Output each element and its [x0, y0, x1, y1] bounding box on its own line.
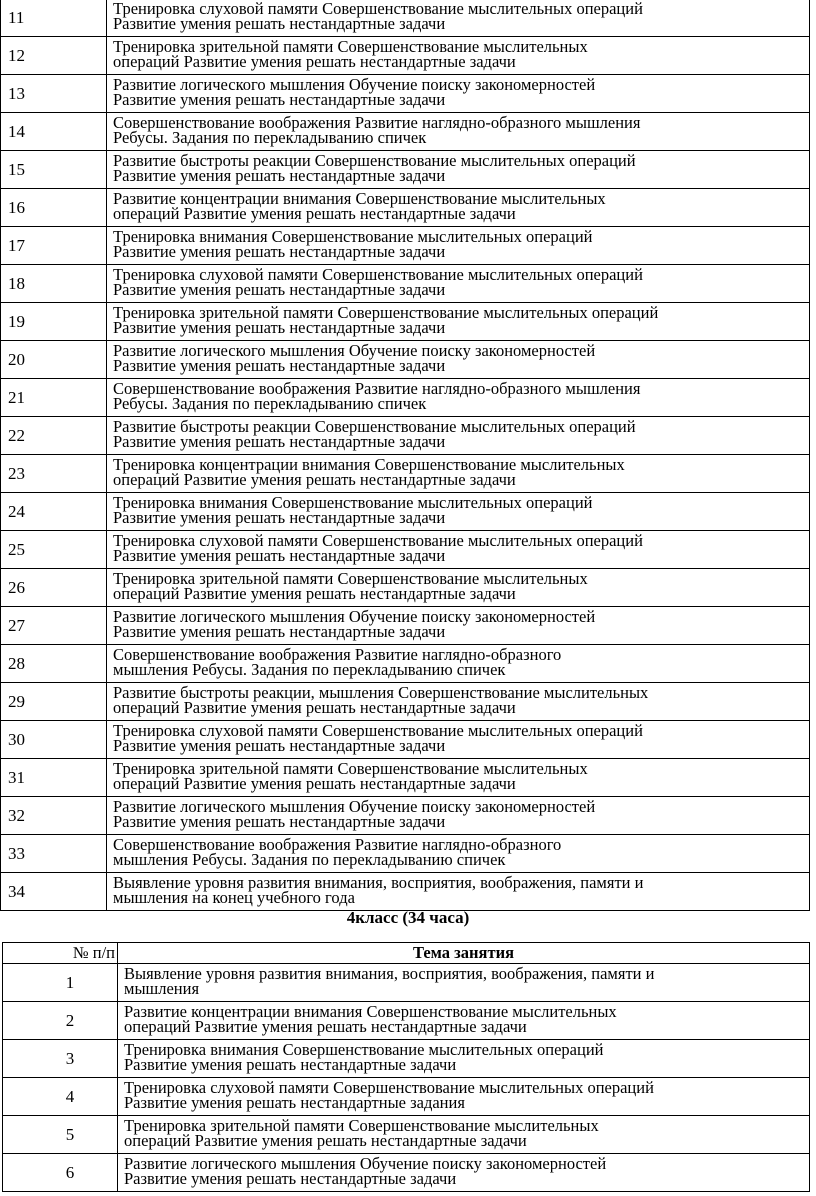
lesson-topic-line-1: Тренировка слуховой памяти Совершенствование мыслительных операций	[113, 265, 643, 284]
lesson-number: 30	[8, 730, 25, 749]
lesson-topic-line-1: Развитие быстроты реакции Совершенствование мыслительных операций	[113, 417, 636, 436]
lesson-topic-line-2: Развитие умения решать нестандартные задачи	[113, 812, 446, 831]
lesson-topic-cell	[118, 964, 810, 1002]
table-row	[1, 835, 810, 873]
table-row	[1, 645, 810, 683]
table-row	[1, 0, 810, 37]
table-row	[1, 417, 810, 455]
lesson-number: 27	[8, 616, 25, 635]
table-header-row	[3, 943, 810, 964]
table-row	[1, 721, 810, 759]
lesson-topic-cell	[107, 379, 810, 417]
lesson-number: 21	[8, 388, 25, 407]
table-row	[1, 493, 810, 531]
lessons-table-body	[1, 0, 810, 911]
lesson-topic-line-2: Развитие умения решать нестандартные задачи	[113, 166, 446, 185]
lesson-topic-line-1: Выявление уровня развития внимания, восприятия, воображения, памяти и	[124, 964, 655, 983]
lesson-number-cell	[1, 0, 107, 37]
lesson-topic-line-2: Развитие умения решать нестандартные задачи	[113, 90, 446, 109]
lesson-number-cell	[1, 303, 107, 341]
lesson-topic-cell	[107, 189, 810, 227]
table-row	[1, 607, 810, 645]
lesson-number-cell	[1, 493, 107, 531]
lesson-topic-line-2: Ребусы. Задания по перекладыванию спичек	[113, 394, 427, 413]
lesson-topic-cell	[107, 75, 810, 113]
lesson-topic-line-1: Развитие логического мышления Обучение поиску закономерностей	[113, 607, 596, 626]
lesson-topic-cell	[118, 1154, 810, 1192]
lesson-number: 26	[8, 578, 25, 597]
table-row	[3, 1040, 810, 1078]
table-row	[1, 531, 810, 569]
lesson-number-cell	[1, 721, 107, 759]
table-row	[1, 189, 810, 227]
lesson-number: 20	[8, 350, 25, 369]
table-row	[1, 873, 810, 911]
lesson-topic-cell	[107, 607, 810, 645]
lesson-topic-line-2: Развитие умения решать нестандартные задачи	[113, 242, 446, 261]
lesson-number: 16	[8, 198, 25, 217]
lesson-number-cell	[1, 569, 107, 607]
lesson-topic-line-2: операций Развитие умения решать нестандартные задачи	[113, 584, 516, 603]
lesson-number: 4	[65, 1087, 75, 1106]
table-row	[1, 113, 810, 151]
lesson-topic-cell	[107, 151, 810, 189]
table-row	[3, 1154, 810, 1192]
table-row	[1, 37, 810, 75]
lesson-topic-line-2: операций Развитие умения решать нестандартные задачи	[113, 470, 516, 489]
lesson-topic-line-2: Развитие умения решать нестандартные задачи	[113, 508, 446, 527]
lesson-number: 1	[65, 973, 75, 992]
lesson-number-cell	[1, 531, 107, 569]
lesson-number: 18	[8, 274, 25, 293]
lesson-topic-line-1: Тренировка внимания Совершенствование мыслительных операций	[113, 493, 593, 512]
section-heading-grade-4: 4класс (34 часа)	[346, 908, 470, 927]
lesson-topic-line-2: Ребусы. Задания по перекладыванию спичек	[113, 128, 427, 147]
lesson-topic-line-2: операций Развитие умения решать нестандартные задачи	[113, 698, 516, 717]
lesson-number: 31	[8, 768, 25, 787]
lesson-topic-cell	[118, 1116, 810, 1154]
table-row	[3, 964, 810, 1002]
lesson-number: 17	[8, 236, 25, 255]
lesson-topic-line-1: Развитие логического мышления Обучение поиску закономерностей	[113, 797, 596, 816]
lesson-number-cell	[1, 341, 107, 379]
lesson-number-cell	[1, 835, 107, 873]
lesson-number: 13	[8, 84, 25, 103]
lesson-topic-line-1: Совершенствование воображения Развитие наглядно-образного мышления	[113, 113, 641, 132]
lesson-topic-line-2: мышления	[124, 979, 200, 998]
lesson-topic-line-2: операций Развитие умения решать нестандартные задачи	[113, 774, 516, 793]
lesson-topic-line-2: операций Развитие умения решать нестандартные задачи	[124, 1131, 527, 1150]
lesson-topic-line-2: мышления Ребусы. Задания по перекладыванию спичек	[113, 850, 506, 869]
lesson-topic-line-2: Развитие умения решать нестандартные задачи	[113, 14, 446, 33]
lesson-topic-line-1: Развитие логического мышления Обучение поиску закономерностей	[124, 1154, 607, 1173]
lesson-number-cell	[1, 75, 107, 113]
table-row	[3, 1116, 810, 1154]
lesson-topic-line-1: Развитие концентрации внимания Совершенствование мыслительных	[124, 1002, 617, 1021]
table-row	[1, 227, 810, 265]
lesson-topic-cell	[107, 0, 810, 37]
lesson-number: 32	[8, 806, 25, 825]
lesson-number-cell	[3, 964, 118, 1002]
table-row	[1, 797, 810, 835]
lesson-topic-cell	[107, 531, 810, 569]
lesson-topic-line-2: Развитие умения решать нестандартные задачи	[113, 432, 446, 451]
lesson-topic-cell	[107, 645, 810, 683]
lesson-number-cell	[1, 113, 107, 151]
lesson-topic-line-2: Развитие умения решать нестандартные задачи	[113, 280, 446, 299]
lesson-topic-line-2: мышления Ребусы. Задания по перекладыванию спичек	[113, 660, 506, 679]
lesson-topic-cell	[107, 493, 810, 531]
lesson-topic-line-2: Развитие умения решать нестандартные задачи	[113, 318, 446, 337]
lesson-topic-cell	[118, 1002, 810, 1040]
column-header-number: № п/п	[3, 943, 118, 964]
lesson-number: 24	[8, 502, 25, 521]
lesson-topic-line-1: Тренировка зрительной памяти Совершенствование мыслительных операций	[113, 303, 659, 322]
lesson-topic-line-1: Тренировка зрительной памяти Совершенствование мыслительных	[113, 569, 588, 588]
lesson-number: 15	[8, 160, 25, 179]
lesson-number: 22	[8, 426, 25, 445]
lesson-topic-line-2: операций Развитие умения решать нестандартные задачи	[113, 52, 516, 71]
lesson-topic-line-2: операций Развитие умения решать нестандартные задачи	[124, 1017, 527, 1036]
lesson-number-cell	[1, 873, 107, 911]
lesson-topic-cell	[107, 303, 810, 341]
lesson-number: 12	[8, 46, 25, 65]
lesson-topic-line-1: Развитие логического мышления Обучение поиску закономерностей	[113, 75, 596, 94]
lesson-topic-cell	[107, 721, 810, 759]
lesson-topic-line-2: Развитие умения решать нестандартные задачи	[124, 1169, 457, 1188]
lesson-number: 3	[65, 1049, 75, 1068]
lesson-number: 5	[65, 1125, 75, 1144]
lesson-number-cell	[1, 151, 107, 189]
lesson-number: 29	[8, 692, 25, 711]
lesson-topic-line-1: Развитие быстроты реакции, мышления Совершенствование мыслительных	[113, 683, 649, 702]
lesson-topic-line-1: Тренировка внимания Совершенствование мыслительных операций	[113, 227, 593, 246]
lesson-number-cell	[3, 1154, 118, 1192]
lesson-number: 19	[8, 312, 25, 331]
lesson-number-cell	[1, 645, 107, 683]
lesson-number: 23	[8, 464, 25, 483]
lesson-topic-line-2: операций Развитие умения решать нестандартные задачи	[113, 204, 516, 223]
lesson-topic-line-2: Развитие умения решать нестандартные задачи	[113, 736, 446, 755]
lesson-topic-line-1: Развитие концентрации внимания Совершенствование мыслительных	[113, 189, 606, 208]
lesson-topic-cell	[107, 341, 810, 379]
lesson-topic-line-1: Тренировка слуховой памяти Совершенствование мыслительных операций	[113, 0, 643, 18]
lesson-topic-cell	[107, 759, 810, 797]
lesson-number: 25	[8, 540, 25, 559]
lesson-number-cell	[1, 379, 107, 417]
lesson-topic-line-1: Развитие логического мышления Обучение поиску закономерностей	[113, 341, 596, 360]
lesson-topic-line-1: Совершенствование воображения Развитие наглядно-образного	[113, 645, 562, 664]
lesson-topic-cell	[107, 835, 810, 873]
lesson-topic-line-1: Тренировка зрительной памяти Совершенствование мыслительных	[113, 759, 588, 778]
lesson-topic-cell	[118, 1040, 810, 1078]
lessons-table-4th-grade	[2, 942, 810, 1192]
table-row	[1, 569, 810, 607]
table-row	[1, 151, 810, 189]
lesson-topic-line-2: Развитие умения решать нестандартные задачи	[113, 622, 446, 641]
lesson-topic-line-1: Совершенствование воображения Развитие наглядно-образного	[113, 835, 562, 854]
column-header-topic: Тема занятия	[118, 943, 810, 964]
lesson-topic-cell	[107, 455, 810, 493]
lesson-number-cell	[1, 607, 107, 645]
table-row	[1, 455, 810, 493]
lesson-number: 6	[65, 1163, 75, 1182]
lesson-number-cell	[1, 37, 107, 75]
lesson-topic-line-1: Тренировка зрительной памяти Совершенствование мыслительных	[113, 37, 588, 56]
lesson-number-cell	[1, 455, 107, 493]
lesson-number: 28	[8, 654, 25, 673]
lesson-number: 11	[8, 8, 25, 27]
table-row	[1, 303, 810, 341]
lesson-topic-line-2: мышления на конец учебного года	[113, 888, 355, 907]
table-row	[1, 75, 810, 113]
lesson-topic-cell	[107, 265, 810, 303]
lesson-number-cell	[1, 265, 107, 303]
lesson-topic-cell	[107, 797, 810, 835]
lesson-number: 14	[8, 122, 25, 141]
lesson-number-cell	[3, 1116, 118, 1154]
lesson-topic-line-1: Тренировка зрительной памяти Совершенствование мыслительных	[124, 1116, 599, 1135]
lesson-topic-cell	[107, 683, 810, 721]
lesson-number-cell	[1, 227, 107, 265]
table-row	[1, 683, 810, 721]
lesson-topic-cell	[107, 569, 810, 607]
lesson-number-cell	[1, 189, 107, 227]
lesson-topic-cell	[107, 113, 810, 151]
lesson-number: 34	[8, 882, 25, 901]
table-row	[1, 341, 810, 379]
table-row	[1, 759, 810, 797]
lesson-topic-cell	[107, 417, 810, 455]
lesson-number-cell	[1, 759, 107, 797]
table-row	[1, 379, 810, 417]
lesson-topic-line-1: Совершенствование воображения Развитие наглядно-образного мышления	[113, 379, 641, 398]
lesson-topic-cell	[107, 37, 810, 75]
lesson-topic-line-1: Тренировка слуховой памяти Совершенствование мыслительных операций	[113, 721, 643, 740]
lesson-topic-line-1: Тренировка слуховой памяти Совершенствование мыслительных операций	[113, 531, 643, 550]
lesson-topic-line-1: Выявление уровня развития внимания, восприятия, воображения, памяти и	[113, 873, 644, 892]
lesson-topic-line-1: Тренировка слуховой памяти Совершенствование мыслительных операций	[124, 1078, 654, 1097]
lesson-topic-line-1: Развитие быстроты реакции Совершенствование мыслительных операций	[113, 151, 636, 170]
lesson-topic-line-2: Развитие умения решать нестандартные задачи	[124, 1055, 457, 1074]
lesson-number: 2	[65, 1011, 75, 1030]
lesson-topic-cell	[118, 1078, 810, 1116]
lesson-topic-line-2: Развитие умения решать нестандартные задания	[124, 1093, 465, 1112]
lesson-number-cell	[3, 1078, 118, 1116]
lesson-number-cell	[1, 683, 107, 721]
lesson-number-cell	[3, 1040, 118, 1078]
table-row	[3, 1078, 810, 1116]
lesson-topic-line-2: Развитие умения решать нестандартные задачи	[113, 356, 446, 375]
lesson-topic-line-1: Тренировка концентрации внимания Совершенствование мыслительных	[113, 455, 625, 474]
table-row	[1, 265, 810, 303]
lesson-topic-line-1: Тренировка внимания Совершенствование мыслительных операций	[124, 1040, 604, 1059]
lesson-number-cell	[1, 417, 107, 455]
lesson-topic-cell	[107, 873, 810, 911]
table-row	[3, 1002, 810, 1040]
lesson-topic-cell	[107, 227, 810, 265]
lesson-topic-line-2: Развитие умения решать нестандартные задачи	[113, 546, 446, 565]
lesson-number: 33	[8, 844, 25, 863]
lesson-number-cell	[1, 797, 107, 835]
lesson-number-cell	[3, 1002, 118, 1040]
lessons-table-body	[3, 964, 810, 1192]
